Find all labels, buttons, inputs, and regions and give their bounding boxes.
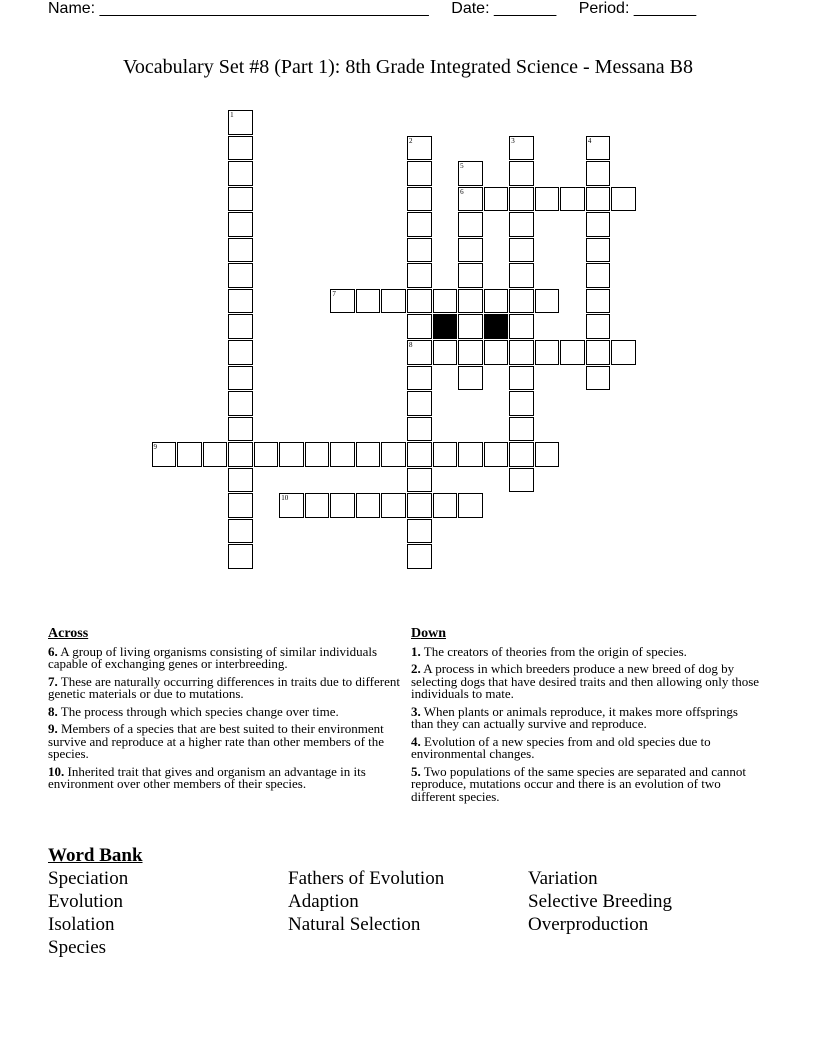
answer-cell[interactable] bbox=[407, 366, 432, 391]
answer-cell[interactable] bbox=[458, 187, 483, 212]
answer-cell[interactable] bbox=[305, 442, 330, 467]
answer-cell[interactable] bbox=[407, 544, 432, 569]
answer-cell[interactable] bbox=[330, 493, 355, 518]
word-bank-term: Overproduction bbox=[528, 914, 649, 935]
answer-cell[interactable] bbox=[586, 366, 611, 391]
clue-text: Evolution of a new species from and old species due to environmental changes. bbox=[411, 733, 711, 761]
across-clues bbox=[48, 628, 403, 796]
down-clue bbox=[411, 643, 763, 659]
answer-cell[interactable] bbox=[407, 161, 432, 186]
clue-number: 9. bbox=[48, 721, 58, 736]
clue-number: 2. bbox=[411, 661, 421, 676]
answer-cell[interactable] bbox=[509, 136, 534, 161]
answer-cell[interactable] bbox=[407, 187, 432, 212]
answer-cell[interactable] bbox=[330, 442, 355, 467]
across-heading: Across bbox=[48, 626, 89, 641]
word-bank-term: Selective Breeding bbox=[528, 891, 673, 912]
answer-cell[interactable] bbox=[305, 493, 330, 518]
across-clue bbox=[48, 723, 403, 761]
answer-cell[interactable] bbox=[228, 314, 253, 339]
down-clue bbox=[411, 703, 763, 731]
answer-cell[interactable] bbox=[509, 238, 534, 263]
word-bank-term: Natural Selection bbox=[288, 914, 421, 935]
answer-cell[interactable] bbox=[407, 289, 432, 314]
clue-text: Members of a species that are best suited to their environment survive and reproduce at a higher rate than other members of the species. bbox=[48, 721, 385, 761]
word-bank-term: Speciation bbox=[48, 868, 129, 889]
answer-cell[interactable] bbox=[433, 340, 458, 365]
answer-cell[interactable] bbox=[228, 289, 253, 314]
answer-cell[interactable] bbox=[535, 442, 560, 467]
answer-cell[interactable] bbox=[458, 340, 483, 365]
answer-cell[interactable] bbox=[228, 212, 253, 237]
across-clue bbox=[48, 643, 403, 671]
clue-number: 2 bbox=[409, 136, 413, 145]
clue-number: 10. bbox=[48, 763, 65, 779]
answer-cell[interactable] bbox=[586, 289, 611, 314]
answer-cell[interactable] bbox=[356, 442, 381, 467]
answer-cell[interactable] bbox=[152, 442, 177, 467]
answer-cell[interactable] bbox=[509, 263, 534, 288]
student-info-header bbox=[48, 0, 696, 18]
answer-cell[interactable] bbox=[484, 340, 509, 365]
clue-text: When plants or animals reproduce, it makes more offsprings than they can actually survive and reproduce. bbox=[411, 703, 738, 731]
word-bank-term: Species bbox=[48, 937, 107, 958]
answer-cell[interactable] bbox=[535, 289, 560, 314]
answer-cell[interactable] bbox=[407, 136, 432, 161]
clue-number: 6 bbox=[460, 187, 464, 196]
answer-cell[interactable] bbox=[535, 340, 560, 365]
across-clue bbox=[48, 673, 403, 701]
word-bank-term: Fathers of Evolution bbox=[288, 868, 445, 889]
down-clue bbox=[411, 763, 763, 804]
answer-cell[interactable] bbox=[228, 136, 253, 161]
answer-cell[interactable] bbox=[228, 468, 253, 493]
answer-cell[interactable] bbox=[509, 289, 534, 314]
answer-cell[interactable] bbox=[407, 391, 432, 416]
answer-cell[interactable] bbox=[407, 519, 432, 544]
worksheet-title: Vocabulary Set #8 (Part 1): 8th Grade Integrated Science - Messana B8 bbox=[122, 56, 693, 78]
answer-cell[interactable] bbox=[458, 493, 483, 518]
down-clue bbox=[411, 733, 763, 761]
answer-cell[interactable] bbox=[279, 442, 304, 467]
across-clue bbox=[48, 763, 403, 791]
clue-number: 3. bbox=[411, 703, 421, 719]
answer-cell[interactable] bbox=[586, 187, 611, 212]
answer-cell[interactable] bbox=[228, 391, 253, 416]
clue-number: 9 bbox=[153, 443, 157, 452]
block-cell bbox=[484, 314, 509, 339]
answer-cell[interactable] bbox=[228, 187, 253, 212]
answer-cell[interactable] bbox=[228, 161, 253, 186]
word-bank-heading: Word Bank bbox=[48, 845, 143, 866]
answer-cell[interactable] bbox=[509, 417, 534, 442]
answer-cell[interactable] bbox=[509, 314, 534, 339]
answer-cell[interactable] bbox=[279, 493, 304, 518]
clue-number: 6. bbox=[48, 643, 58, 659]
answer-cell[interactable] bbox=[228, 366, 253, 391]
answer-cell[interactable] bbox=[228, 340, 253, 365]
answer-cell[interactable] bbox=[407, 493, 432, 518]
answer-cell[interactable] bbox=[611, 187, 636, 212]
clue-number: 4. bbox=[411, 733, 421, 749]
word-bank-column bbox=[528, 867, 672, 936]
answer-cell[interactable] bbox=[586, 238, 611, 263]
answer-cell[interactable] bbox=[407, 468, 432, 493]
answer-cell[interactable] bbox=[330, 289, 355, 314]
answer-cell[interactable] bbox=[509, 366, 534, 391]
answer-cell[interactable] bbox=[228, 417, 253, 442]
clue-number: 1 bbox=[230, 111, 234, 119]
answer-cell[interactable] bbox=[203, 442, 228, 467]
block-cell bbox=[433, 314, 458, 339]
answer-cell[interactable] bbox=[484, 187, 509, 212]
answer-cell[interactable] bbox=[228, 519, 253, 544]
answer-cell[interactable] bbox=[381, 493, 406, 518]
answer-cell[interactable] bbox=[228, 442, 253, 467]
answer-cell[interactable] bbox=[509, 340, 534, 365]
answer-cell[interactable] bbox=[458, 161, 483, 186]
answer-cell[interactable] bbox=[484, 442, 509, 467]
clue-text: The creators of theories from the origin of species. bbox=[423, 643, 687, 659]
answer-cell[interactable] bbox=[254, 442, 279, 467]
word-bank-term: Isolation bbox=[48, 914, 115, 935]
answer-cell[interactable] bbox=[586, 263, 611, 288]
answer-cell[interactable] bbox=[228, 544, 253, 569]
clue-number: 8. bbox=[48, 703, 58, 719]
answer-cell[interactable] bbox=[228, 110, 253, 135]
word-bank-term: Adaption bbox=[288, 891, 359, 912]
word-bank-term: Variation bbox=[528, 868, 598, 889]
answer-cell[interactable] bbox=[509, 212, 534, 237]
clue-number: 8 bbox=[409, 340, 413, 349]
clue-number: 4 bbox=[587, 136, 592, 145]
answer-cell[interactable] bbox=[509, 391, 534, 416]
answer-cell[interactable] bbox=[586, 161, 611, 186]
answer-cell[interactable] bbox=[356, 493, 381, 518]
answer-cell[interactable] bbox=[535, 187, 560, 212]
clue-text: A process in which breeders produce a new breed of dog by selecting dogs that have desired traits and then allowing only those individuals to mate. bbox=[411, 661, 760, 701]
answer-cell[interactable] bbox=[586, 136, 611, 161]
answer-cell[interactable] bbox=[458, 263, 483, 288]
answer-cell[interactable] bbox=[458, 442, 483, 467]
down-heading: Down bbox=[411, 626, 447, 641]
name-field[interactable]: Name: _____________________________________ bbox=[48, 0, 429, 17]
across-clue bbox=[48, 703, 403, 719]
answer-cell[interactable] bbox=[433, 289, 458, 314]
answer-cell[interactable] bbox=[407, 442, 432, 467]
answer-cell[interactable] bbox=[586, 212, 611, 237]
answer-cell[interactable] bbox=[407, 238, 432, 263]
answer-cell[interactable] bbox=[586, 340, 611, 365]
clue-text: Two populations of the same species are separated and cannot reproduce, mutations occur and there is an evolution of two different species. bbox=[411, 763, 746, 804]
answer-cell[interactable] bbox=[381, 289, 406, 314]
clue-text: Inherited trait that gives and organism an advantage in its environment over other members of their species. bbox=[48, 763, 366, 791]
answer-cell[interactable] bbox=[381, 442, 406, 467]
answer-cell[interactable] bbox=[484, 289, 509, 314]
answer-cell[interactable] bbox=[356, 289, 381, 314]
answer-cell[interactable] bbox=[509, 442, 534, 467]
clue-number: 7 bbox=[332, 289, 336, 298]
answer-cell[interactable] bbox=[433, 442, 458, 467]
down-clue bbox=[411, 663, 763, 701]
answer-cell[interactable] bbox=[509, 468, 534, 493]
answer-cell[interactable] bbox=[458, 212, 483, 237]
answer-cell[interactable] bbox=[407, 340, 432, 365]
answer-cell[interactable] bbox=[407, 417, 432, 442]
clue-number: 7. bbox=[48, 673, 58, 689]
answer-cell[interactable] bbox=[560, 340, 585, 365]
answer-cell[interactable] bbox=[433, 493, 458, 518]
answer-cell[interactable] bbox=[458, 314, 483, 339]
answer-cell[interactable] bbox=[177, 442, 202, 467]
answer-cell[interactable] bbox=[228, 238, 253, 263]
period-field[interactable]: Period: _______ bbox=[578, 0, 697, 17]
clue-text: A group of living organisms consisting of similar individuals capable of exchanging genes or interbreeding. bbox=[48, 643, 378, 671]
answer-cell[interactable] bbox=[560, 187, 585, 212]
down-clues bbox=[411, 628, 763, 808]
word-bank-column bbox=[48, 867, 128, 959]
clue-number: 5. bbox=[411, 763, 421, 779]
answer-cell[interactable] bbox=[228, 493, 253, 518]
clue-number: 1. bbox=[411, 643, 421, 659]
clue-number: 10 bbox=[281, 494, 289, 503]
answer-cell[interactable] bbox=[407, 263, 432, 288]
clue-number: 3 bbox=[511, 136, 515, 145]
answer-cell[interactable] bbox=[458, 366, 483, 391]
answer-cell[interactable] bbox=[586, 314, 611, 339]
answer-cell[interactable] bbox=[509, 161, 534, 186]
answer-cell[interactable] bbox=[407, 314, 432, 339]
answer-cell[interactable] bbox=[458, 238, 483, 263]
answer-cell[interactable] bbox=[509, 187, 534, 212]
clue-number: 5 bbox=[460, 162, 464, 171]
clue-text: These are naturally occurring differences in traits due to different genetic materials or due to mutations. bbox=[48, 673, 400, 701]
answer-cell[interactable] bbox=[228, 263, 253, 288]
date-field[interactable]: Date: _______ bbox=[451, 0, 557, 17]
clue-text: The process through which species change over time. bbox=[60, 703, 339, 719]
word-bank-term: Evolution bbox=[48, 891, 123, 912]
word-bank-column bbox=[288, 867, 444, 936]
answer-cell[interactable] bbox=[611, 340, 636, 365]
answer-cell[interactable] bbox=[458, 289, 483, 314]
answer-cell[interactable] bbox=[407, 212, 432, 237]
